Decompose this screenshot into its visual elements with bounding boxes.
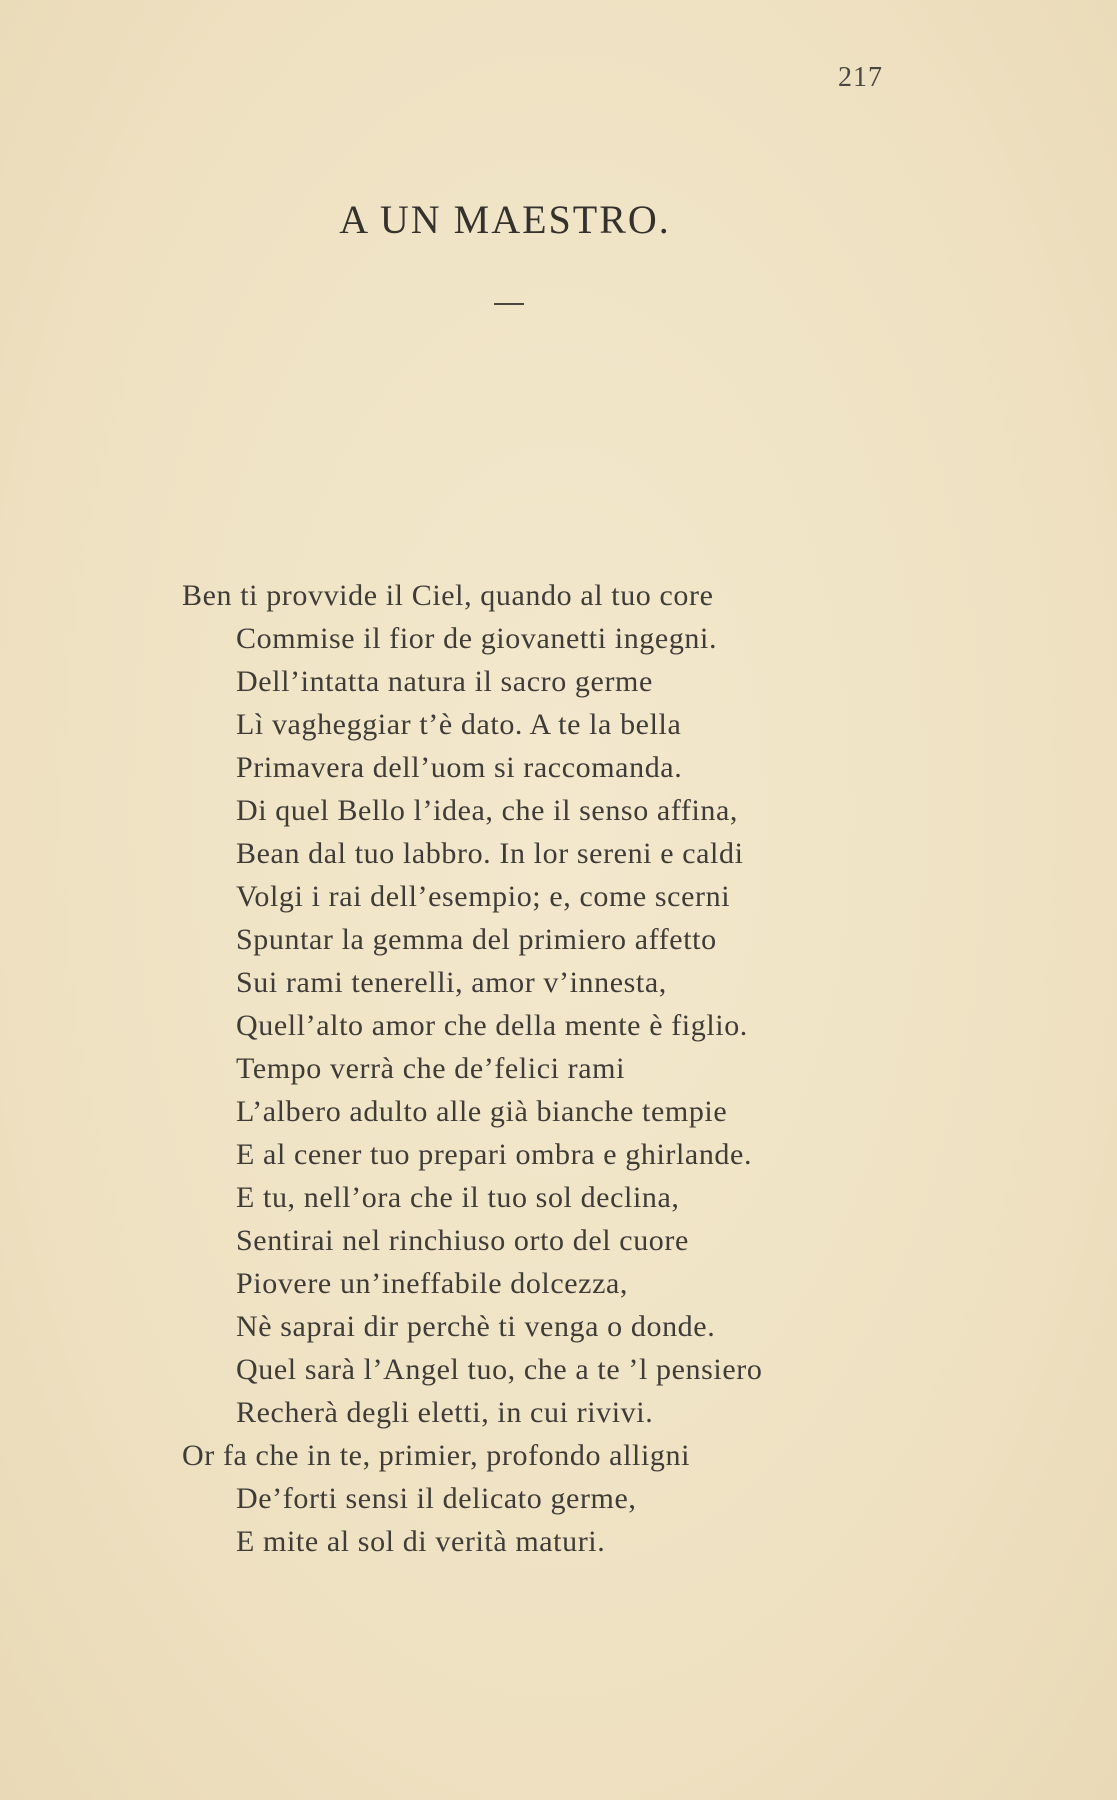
poem-line: Piovere un’ineffabile dolcezza,: [236, 1267, 629, 1300]
poem-line: De’forti sensi il delicato germe,: [236, 1482, 637, 1515]
poem-line: L’albero adulto alle già bianche tempie: [236, 1095, 728, 1128]
poem-line: Recherà degli eletti, in cui rivivi.: [236, 1396, 654, 1429]
poem-line: Dell’intatta natura il sacro germe: [236, 665, 653, 698]
poem-line: Di quel Bello l’idea, che il senso affina,: [236, 794, 739, 827]
title-divider: [494, 303, 524, 305]
poem-line: Tempo verrà che de’felici rami: [236, 1052, 626, 1085]
poem-body: [182, 574, 1042, 1563]
poem-line: E mite al sol di verità maturi.: [236, 1525, 606, 1558]
poem-line: Spuntar la gemma del primiero affetto: [236, 923, 717, 956]
page-number: 217: [838, 62, 883, 93]
poem-line: E tu, nell’ora che il tuo sol declina,: [236, 1181, 680, 1214]
poem-line: Quel sarà l’Angel tuo, che a te ’l pensiero: [236, 1353, 763, 1386]
poem-line: Commise il fior de giovanetti ingegni.: [236, 622, 718, 655]
poem-line: Primavera dell’uom si raccomanda.: [236, 751, 683, 784]
poem-title: A UN MAESTRO.: [339, 197, 671, 242]
poem-line: Ben ti provvide il Ciel, quando al tuo core: [182, 579, 714, 612]
poem-line: E al cener tuo prepari ombra e ghirlande.: [236, 1138, 753, 1171]
poem-line: Bean dal tuo labbro. In lor sereni e caldi: [236, 837, 744, 870]
poem-line: Volgi i rai dell’esempio; e, come scerni: [236, 880, 731, 913]
poem-line: Sentirai nel rinchiuso orto del cuore: [236, 1224, 689, 1257]
poem-line: Nè saprai dir perchè ti venga o donde.: [236, 1310, 716, 1343]
poem-line: Sui rami tenerelli, amor v’innesta,: [236, 966, 667, 999]
poem-line: Quell’alto amor che della mente è figlio.: [236, 1009, 748, 1042]
poem-line: Or fa che in te, primier, profondo alligni: [182, 1439, 691, 1472]
poem-line: Lì vagheggiar t’è dato. A te la bella: [236, 708, 682, 741]
